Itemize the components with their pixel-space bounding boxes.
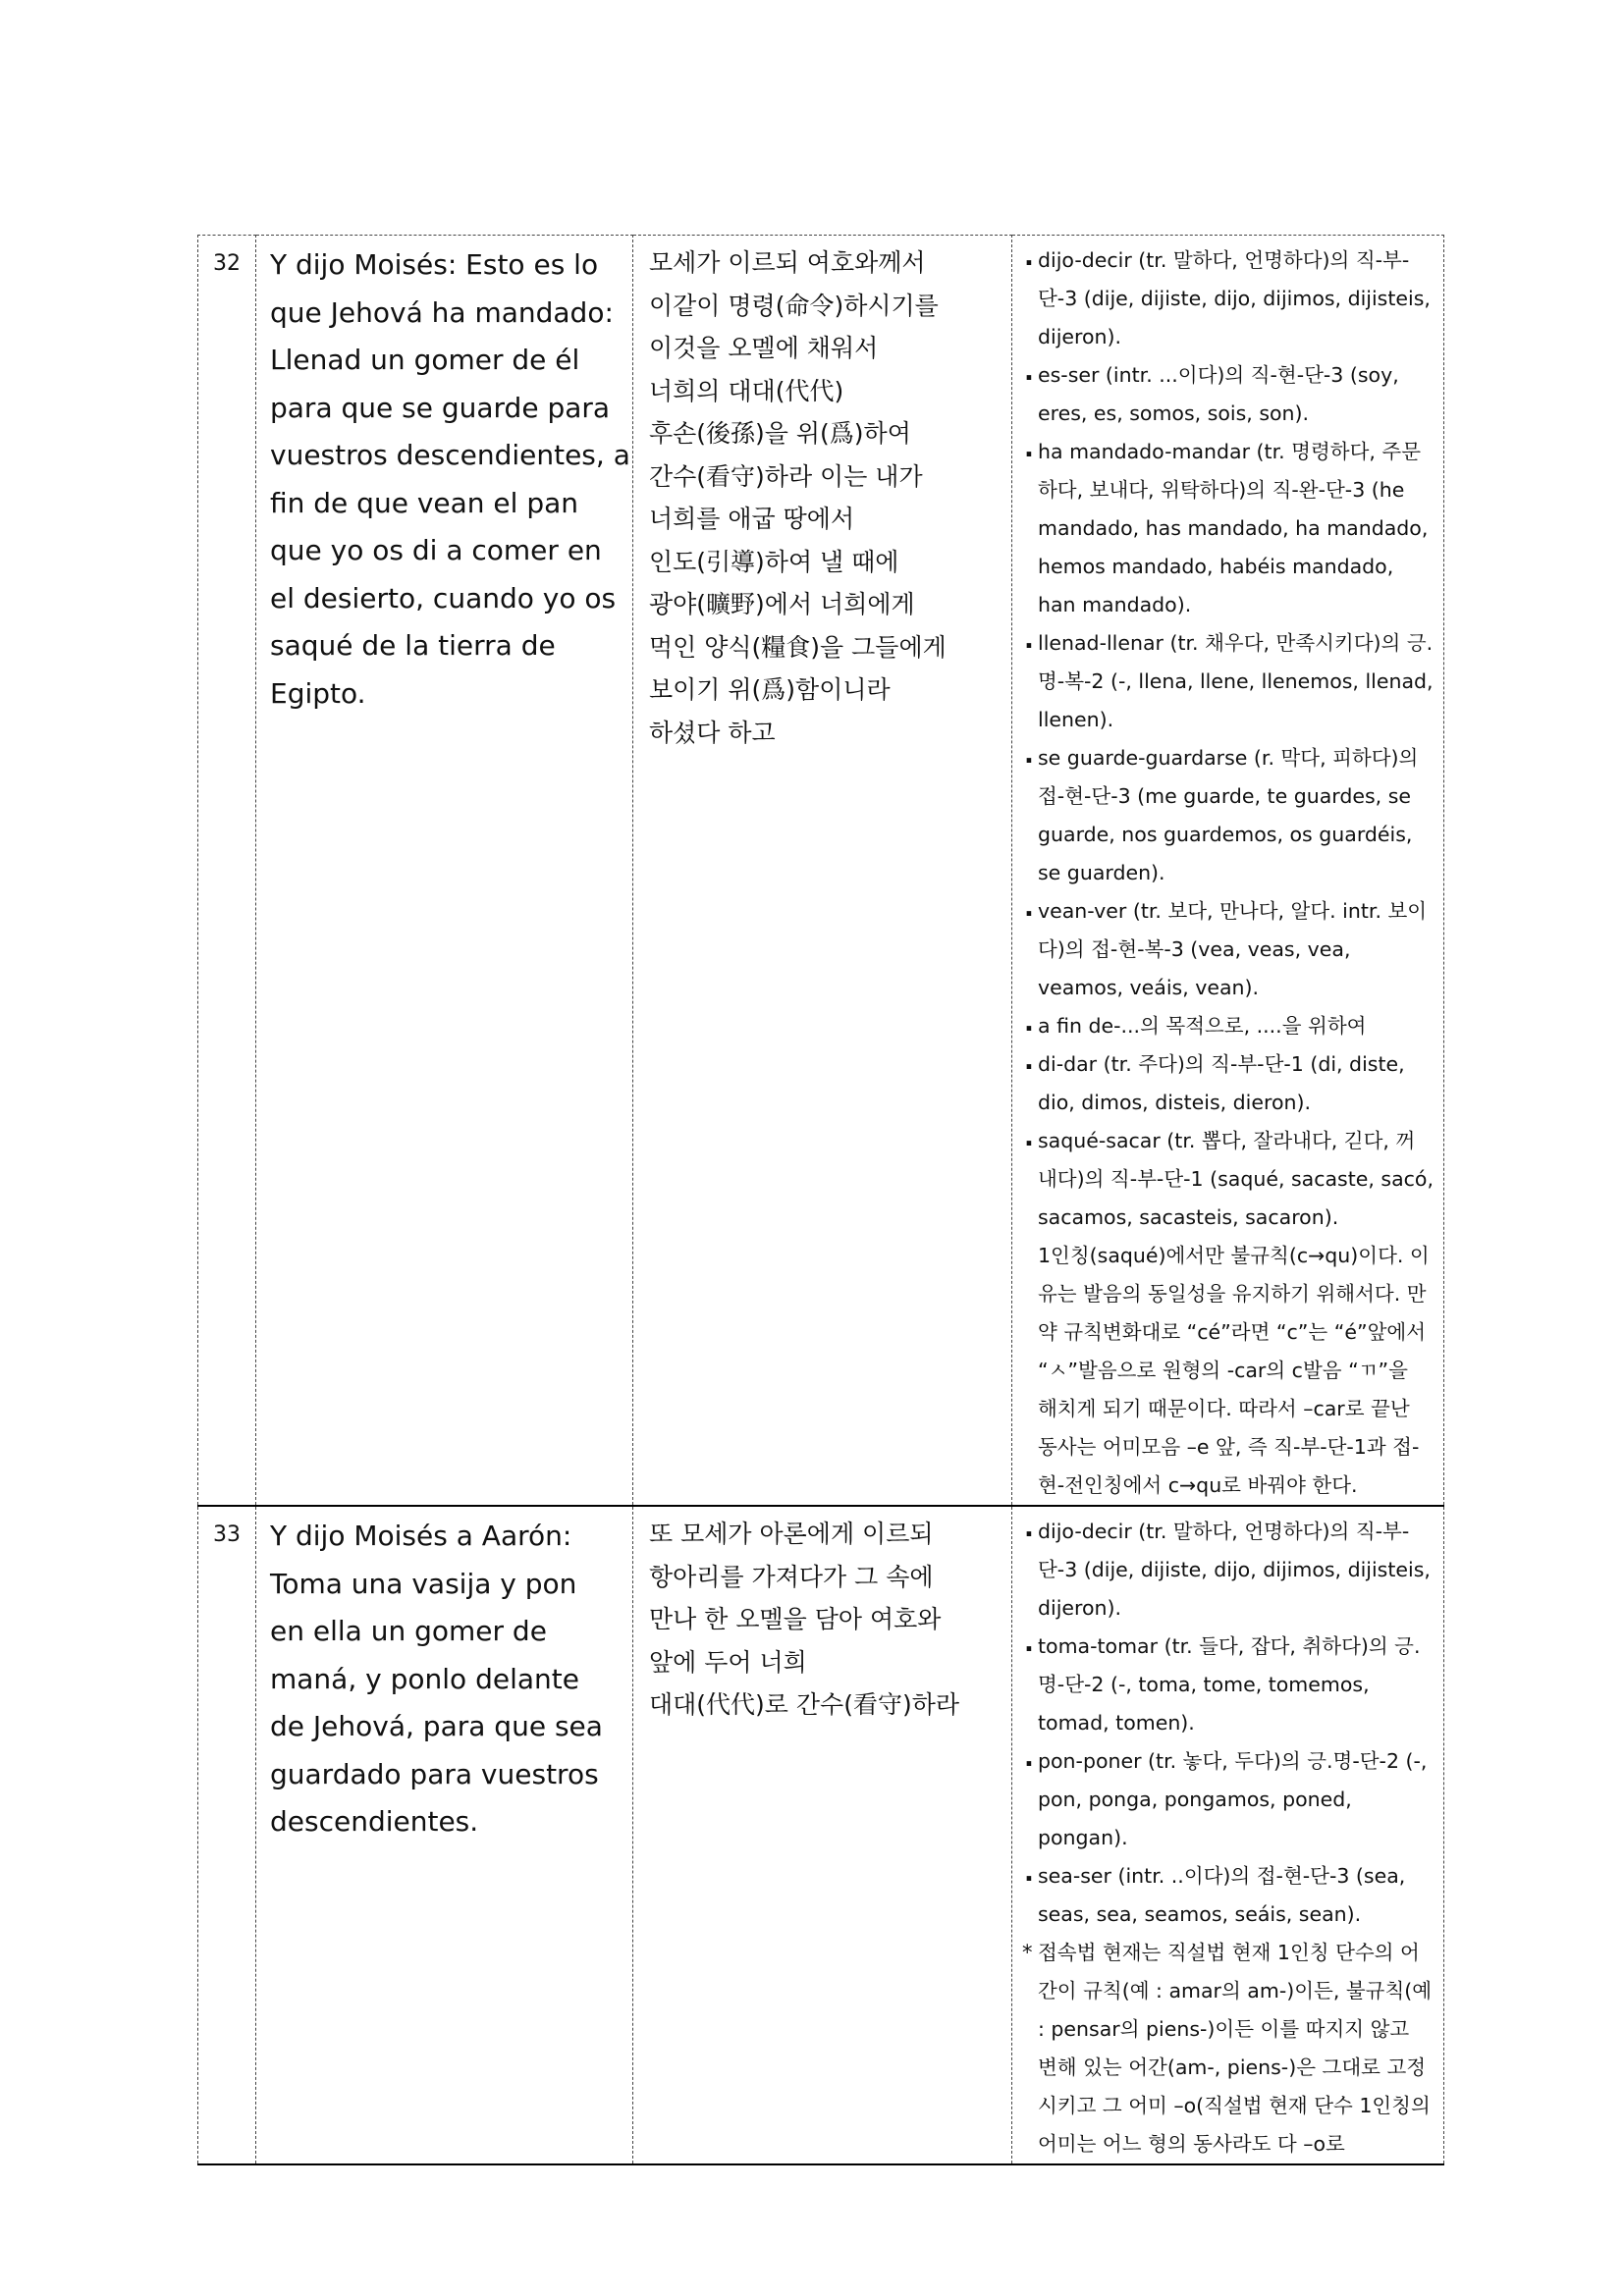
text-line: Y dijo Moisés a Aarón: (270, 1520, 572, 1552)
spanish-text (256, 1506, 633, 2164)
note-item: . vean-ver (tr. 보다, 만나다, 알다. intr. 보이다)의 접-현-복-3 (vea, veas, vea, veamos, veáis, vean). (1038, 892, 1434, 1007)
table-row (198, 236, 1444, 1507)
text-line: 앞에 두어 너희 (649, 1647, 807, 1677)
text-line: Y dijo Moisés: Esto es lo (270, 248, 599, 281)
text-line: Egipto. (270, 676, 366, 710)
text-line: 항아리를 가져다가 그 속에 (649, 1562, 934, 1591)
text-line: guardado para vuestros (270, 1757, 599, 1790)
korean-text (633, 236, 1012, 1507)
text-line: descendientes. (270, 1805, 479, 1838)
note-item: . pon-poner (tr. 놓다, 두다)의 긍.명-단-2 (-, pon, ponga, pongamos, poned, pongan). (1038, 1742, 1434, 1857)
text-line: para que se guarde para (270, 391, 611, 424)
note-item: . dijo-decir (tr. 말하다, 언명하다)의 직-부-단-3 (dije, dijiste, dijo, dijimos, dijisteis, dijeron). (1038, 241, 1434, 356)
text-line: 먹인 양식(糧食)을 그들에게 (649, 632, 947, 662)
note-item: . saqué-sacar (tr. 뽑다, 잘라내다, 긷다, 꺼내다)의 직-부-단-1 (saqué, sacaste, sacó, sacamos, sacasteis, sacaron). (1038, 1122, 1434, 1237)
text-line: 너희를 애굽 땅에서 (649, 505, 855, 533)
text-line: 후손(後孫)을 위(爲)하여 (649, 419, 911, 448)
note-item: . llenad-llenar (tr. 채우다, 만족시키다)의 긍.명-복-2 (-, llena, llene, llenemos, llenad, llenen). (1038, 624, 1434, 739)
text-line: de Jehová, para que sea (270, 1710, 603, 1742)
text-line: 대대(代代)로 간수(看守)하라 (649, 1690, 960, 1719)
verse-number: 32 (198, 236, 256, 1507)
text-line: 이것을 오멜에 채워서 (649, 334, 879, 362)
note-item: . se guarde-guardarse (r. 막다, 피하다)의 접-현-단-3 (me guarde, te guardes, se guarde, nos guardemos, os guardéis, se guarden). (1038, 739, 1434, 892)
text-line: que yo os di a comer en (270, 534, 602, 566)
note-asterisk: * 접속법 현재는 직설법 현재 1인칭 단수의 어간이 규칙(예 : amar의 am-)이든, 불규칙(예 : pensar의 piens-)이든 이를 따지지 않고 변해 있는 어간(am-, piens-)은 그대로 고정시키고 그 어미 –o(직설법 현재 단수 1인칭의 어미는 어느 형의 동사라도 다 –o로 (1038, 1934, 1434, 2163)
note-item: . es-ser (intr. ...이다)의 직-현-단-3 (soy, eres, es, somos, sois, son). (1038, 356, 1434, 433)
text-line: 너희의 대대(代代) (649, 376, 844, 405)
interlinear-table (197, 235, 1444, 2165)
spanish-text (256, 236, 633, 1507)
text-line: 보이기 위(爲)함이니라 (649, 675, 891, 704)
text-line: maná, y ponlo delante (270, 1662, 579, 1695)
table-row (198, 1506, 1444, 2164)
text-line: 또 모세가 아론에게 이르되 (649, 1520, 934, 1548)
text-line: que Jehová ha mandado: (270, 295, 614, 329)
note-item: . dijo-decir (tr. 말하다, 언명하다)의 직-부-단-3 (dije, dijiste, dijo, dijimos, dijisteis, dijeron). (1038, 1513, 1434, 1628)
text-line: saqué de la tierra de (270, 629, 556, 662)
text-line: 광야(曠野)에서 너희에게 (649, 590, 915, 618)
text-line: Toma una vasija y pon (270, 1567, 577, 1600)
text-line: Llenad un gomer de él (270, 344, 580, 376)
note-item: . di-dar (tr. 주다)의 직-부-단-1 (di, diste, dio, dimos, disteis, dieron). (1038, 1045, 1434, 1122)
note-item: . sea-ser (intr. ..이다)의 접-현-단-3 (sea, seas, sea, seamos, seáis, sean). (1038, 1857, 1434, 1934)
note-item: . ha mandado-mandar (tr. 명령하다, 주문하다, 보내다, 위탁하다)의 직-완-단-3 (he mandado, has mandado, ha mandado, hemos mandado, habéis mandado, han mandado). (1038, 433, 1434, 624)
text-line: fin de que vean el pan (270, 486, 579, 519)
note-explanation: 1인칭(saqué)에서만 불규칙(c→qu)이다. 이유는 발음의 동일성을 유지하기 위해서다. 만약 규칙변화대로 “cé”라면 “c”는 “é”앞에서 “ㅅ”발음으로 원형의 -car의 c발음 “ㄲ”을 해치게 되기 때문이다. 따라서 –car로 끝난 동사는 어미모음 –e 앞, 즉 직-부-단-1과 접-현-전인칭에서 c→qu로 바꿔야 한다. (1038, 1244, 1430, 1497)
grammar-notes (1012, 236, 1444, 1507)
note-item: . toma-tomar (tr. 들다, 잡다, 취하다)의 긍.명-단-2 (-, toma, tome, tomemos, tomad, tomen). (1038, 1628, 1434, 1742)
text-line: 이같이 명령(命令)하시기를 (649, 291, 939, 320)
grammar-notes (1012, 1506, 1444, 2164)
text-line: 모세가 이르되 여호와께서 (649, 248, 926, 277)
note-item: . a fin de-...의 목적으로, ....을 위하여 (1038, 1007, 1434, 1045)
text-line: en ella un gomer de (270, 1615, 547, 1647)
korean-text (633, 1506, 1012, 2164)
verse-number: 33 (198, 1506, 256, 2164)
text-line: 간수(看守)하라 이는 내가 (649, 461, 923, 491)
text-line: 인도(引導)하여 낼 때에 (649, 547, 899, 576)
text-line: vuestros descendientes, a (270, 439, 630, 471)
text-line: 만나 한 오멜을 담아 여호와 (649, 1605, 942, 1633)
text-line: 하셨다 하고 (649, 718, 776, 747)
text-line: el desierto, cuando yo os (270, 581, 617, 614)
